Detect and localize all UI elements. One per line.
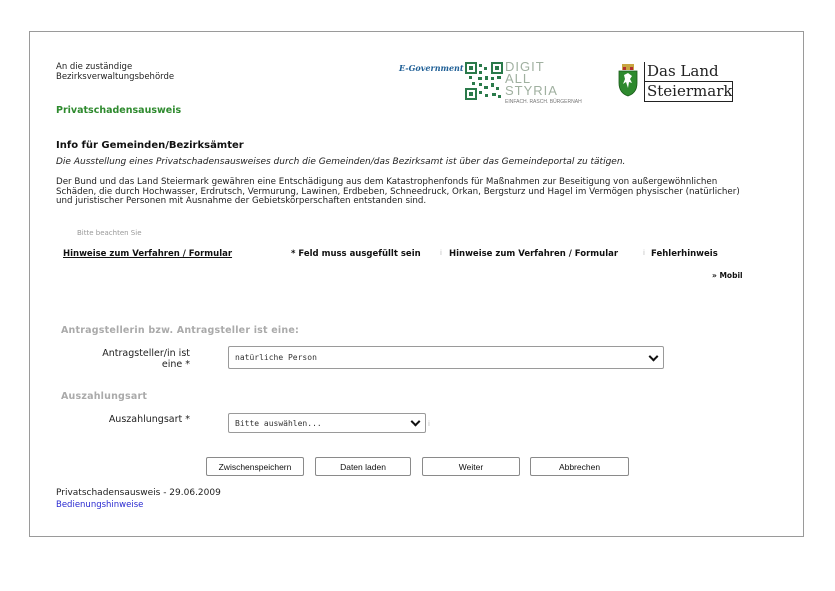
load-data-button[interactable]: Daten laden — [315, 457, 411, 476]
land-steiermark-logo: Das Land Steiermark — [644, 62, 733, 102]
info-icon: i — [440, 249, 442, 257]
info-heading: Info für Gemeinden/Bezirksämter — [56, 140, 244, 151]
error-icon: i — [643, 249, 645, 257]
address-line-1: An die zuständige — [56, 62, 133, 72]
address-line-2: Bezirksverwaltungsbehörde — [56, 72, 175, 82]
info-italic-text: Die Ausstellung eines Privatschadensausweises durch die Gemeinden/das Bezirksamt ist über das Gemeindeportal zu tätigen. — [56, 157, 626, 167]
required-field-legend: * Feld muss ausgefüllt sein — [291, 249, 421, 259]
qr-code-icon — [465, 62, 503, 100]
chevron-down-icon — [411, 417, 421, 427]
egov-label: E-Government — [399, 63, 464, 73]
digit-all-styria-logo: DIGIT ALL STYRIA EINFACH. RASCH. BÜRGERNAH — [505, 59, 582, 105]
payout-info-icon: i — [428, 420, 430, 428]
error-hint-legend: Fehlerhinweis — [651, 249, 718, 259]
applicant-type-select[interactable] — [228, 346, 664, 369]
user-manual-link[interactable]: Bedienungshinweise — [56, 500, 144, 510]
styria-crest-icon — [617, 63, 639, 97]
recipient-address — [56, 62, 174, 82]
payout-section-heading: Auszahlungsart — [61, 391, 148, 402]
cancel-button[interactable]: Abbrechen — [530, 457, 629, 476]
procedure-hints-link[interactable]: Hinweise zum Verfahren / Formular — [63, 249, 233, 259]
document-title: Privatschadensausweis — [56, 105, 182, 116]
next-button[interactable]: Weiter — [422, 457, 520, 476]
mobile-link[interactable]: » Mobil — [712, 271, 743, 280]
info-body-text: Der Bund und das Land Steiermark gewähren eine Entschädigung aus dem Katastrophenfonds für Maßnahmen zur Beseitigung von außergewöhnlichen Schäden, die durch Hochwasser, Erdrutsch, Vermurung, Lawinen, Erdbeben, Schneedruck, Orkan, Bergsturz und Hagel im Vermögen physischer (natürlicher) und juristischer Personen mit Ausnahme der Gebietskörperschaften entstanden sind. — [56, 177, 740, 206]
chevron-down-icon — [649, 351, 659, 361]
form-version: Privatschadensausweis - 29.06.2009 — [56, 488, 221, 498]
payout-type-label: Auszahlungsart * — [108, 414, 190, 425]
notice-hint: Bitte beachten Sie — [77, 229, 142, 237]
save-draft-button[interactable]: Zwischenspeichern — [206, 457, 304, 476]
payout-type-value: Bitte auswählen... — [235, 418, 322, 428]
payout-type-select[interactable] — [228, 413, 426, 433]
applicant-type-label: Antragsteller/in ist eine * — [102, 348, 190, 370]
applicant-section-heading: Antragstellerin bzw. Antragsteller ist eine: — [61, 325, 299, 336]
applicant-type-value: natürliche Person — [235, 353, 317, 362]
procedure-hints-legend: Hinweise zum Verfahren / Formular — [449, 249, 619, 259]
